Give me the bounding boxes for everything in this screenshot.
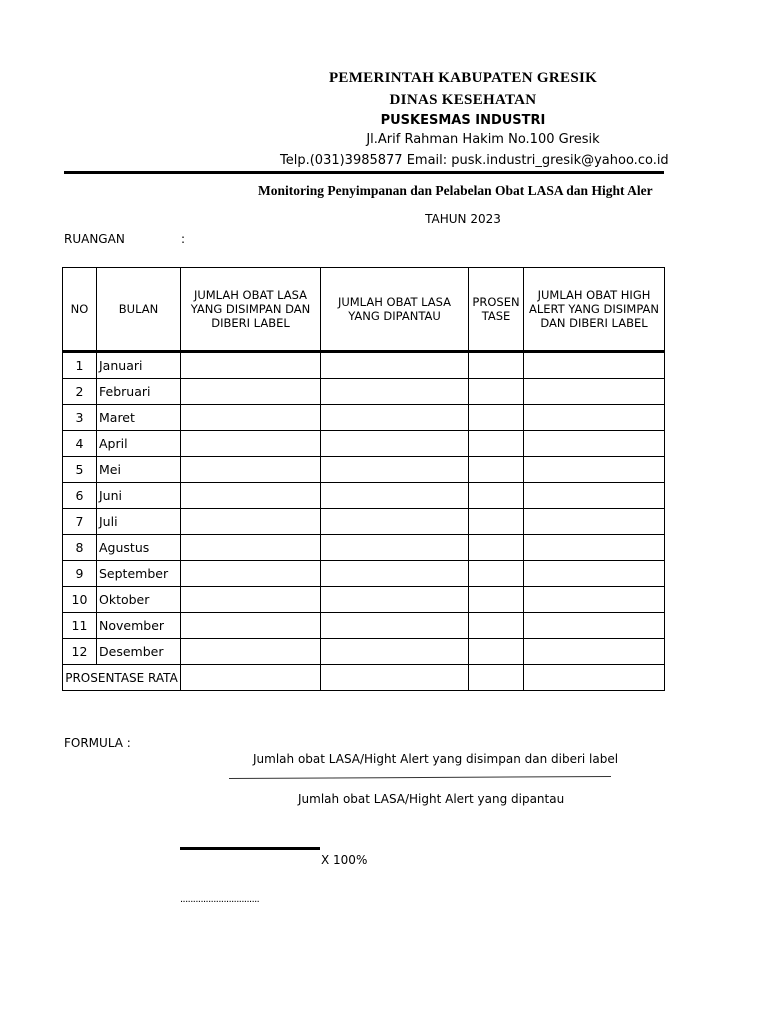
monitoring-table (62, 267, 665, 691)
month-name: April (97, 431, 181, 457)
table-cell[interactable] (524, 587, 665, 613)
table-cell[interactable] (524, 483, 665, 509)
table-cell[interactable] (469, 535, 524, 561)
row-number: 3 (63, 405, 97, 431)
row-number: 1 (63, 352, 97, 379)
table-cell[interactable] (469, 483, 524, 509)
header-percentage: PROSEN TASE (469, 268, 524, 352)
table-cell[interactable] (524, 535, 665, 561)
table-cell[interactable] (524, 405, 665, 431)
table-cell[interactable] (524, 431, 665, 457)
formula-multiplier: X 100% (321, 853, 368, 867)
row-number: 7 (63, 509, 97, 535)
table-cell[interactable] (181, 379, 321, 405)
table-header-row (63, 268, 665, 352)
row-number: 4 (63, 431, 97, 457)
table-cell[interactable] (181, 405, 321, 431)
table-row (63, 457, 665, 483)
header-lasa-monitored: JUMLAH OBAT LASA YANG DIPANTAU (321, 268, 469, 352)
table-cell[interactable] (321, 561, 469, 587)
table-row (63, 561, 665, 587)
table-cell[interactable] (321, 665, 469, 691)
table-row (63, 639, 665, 665)
table-cell[interactable] (469, 457, 524, 483)
formula-denominator: Jumlah obat LASA/Hight Alert yang dipantau (298, 792, 565, 806)
row-number: 12 (63, 639, 97, 665)
table-cell[interactable] (321, 509, 469, 535)
table-cell[interactable] (321, 457, 469, 483)
table-cell[interactable] (524, 352, 665, 379)
table-cell[interactable] (321, 352, 469, 379)
header-lasa-stored-labeled: JUMLAH OBAT LASA YANG DISIMPAN DAN DIBERI LABEL (181, 268, 321, 352)
header-department: DINAS KESEHATAN (389, 92, 537, 108)
month-name: Desember (97, 639, 181, 665)
table-cell[interactable] (524, 613, 665, 639)
table-cell[interactable] (321, 483, 469, 509)
table-cell[interactable] (321, 587, 469, 613)
table-cell[interactable] (181, 431, 321, 457)
table-cell[interactable] (321, 535, 469, 561)
table-cell[interactable] (469, 639, 524, 665)
table-row (63, 379, 665, 405)
table-cell[interactable] (181, 665, 321, 691)
table-cell[interactable] (321, 379, 469, 405)
month-name: Maret (97, 405, 181, 431)
table-cell[interactable] (181, 457, 321, 483)
month-name: Juli (97, 509, 181, 535)
table-row (63, 535, 665, 561)
table-cell[interactable] (469, 613, 524, 639)
table-cell[interactable] (469, 431, 524, 457)
month-name: Agustus (97, 535, 181, 561)
table-cell[interactable] (469, 587, 524, 613)
table-cell[interactable] (181, 613, 321, 639)
month-name: Mei (97, 457, 181, 483)
month-name: Juni (97, 483, 181, 509)
table-cell[interactable] (181, 639, 321, 665)
table-row (63, 483, 665, 509)
row-number: 10 (63, 587, 97, 613)
table-row (63, 509, 665, 535)
month-name: September (97, 561, 181, 587)
table-row (63, 613, 665, 639)
table-cell[interactable] (469, 561, 524, 587)
table-cell[interactable] (321, 405, 469, 431)
month-name: Februari (97, 379, 181, 405)
table-cell[interactable] (181, 561, 321, 587)
average-row (63, 665, 665, 691)
document-title: Monitoring Penyimpanan dan Pelabelan Obat LASA dan Hight Aler (258, 183, 653, 198)
table-cell[interactable] (321, 431, 469, 457)
header-divider (64, 171, 664, 174)
table-cell[interactable] (469, 352, 524, 379)
table-cell[interactable] (181, 352, 321, 379)
month-name: Januari (97, 352, 181, 379)
table-cell[interactable] (181, 535, 321, 561)
header-contact: Telp.(031)3985877 Email: pusk.industri_gresik@yahoo.co.id (280, 153, 669, 168)
document-year: TAHUN 2023 (425, 212, 501, 226)
header-high-alert-stored-labeled: JUMLAH OBAT HIGH ALERT YANG DISIMPAN DAN DIBERI LABEL (524, 268, 665, 352)
table-row (63, 431, 665, 457)
table-row (63, 352, 665, 379)
row-number: 11 (63, 613, 97, 639)
header-address: Jl.Arif Rahman Hakim No.100 Gresik (366, 132, 600, 147)
table-cell[interactable] (181, 509, 321, 535)
room-label: RUANGAN (64, 232, 125, 246)
table-cell[interactable] (524, 639, 665, 665)
fraction-line (229, 776, 611, 779)
formula-label: FORMULA : (64, 736, 131, 750)
table-row (63, 587, 665, 613)
table-row (63, 405, 665, 431)
table-cell[interactable] (321, 639, 469, 665)
table-cell[interactable] (524, 665, 665, 691)
signature-line (180, 847, 320, 850)
header-clinic-name: PUSKESMAS INDUSTRI (380, 113, 546, 128)
table-cell[interactable] (524, 561, 665, 587)
average-label: PROSENTASE RATA (63, 665, 181, 691)
table-cell[interactable] (469, 665, 524, 691)
table-cell[interactable] (524, 457, 665, 483)
header-government: PEMERINTAH KABUPATEN GRESIK (328, 70, 598, 86)
month-name: Oktober (97, 587, 181, 613)
month-name: November (97, 613, 181, 639)
table-cell[interactable] (321, 613, 469, 639)
table-cell[interactable] (469, 379, 524, 405)
formula-numerator: Jumlah obat LASA/Hight Alert yang disimpan dan diberi label (253, 752, 619, 766)
row-number: 6 (63, 483, 97, 509)
row-number: 8 (63, 535, 97, 561)
table-cell[interactable] (469, 405, 524, 431)
table-cell[interactable] (524, 379, 665, 405)
table-cell[interactable] (181, 483, 321, 509)
row-number: 2 (63, 379, 97, 405)
header-no: NO (63, 268, 97, 352)
dotted-placeholder: ............................... (180, 893, 260, 905)
row-number: 5 (63, 457, 97, 483)
table-cell[interactable] (181, 587, 321, 613)
table-cell[interactable] (524, 509, 665, 535)
row-number: 9 (63, 561, 97, 587)
table-body (63, 352, 665, 691)
header-bulan: BULAN (97, 268, 181, 352)
table-cell[interactable] (469, 509, 524, 535)
room-colon: : (181, 232, 186, 246)
